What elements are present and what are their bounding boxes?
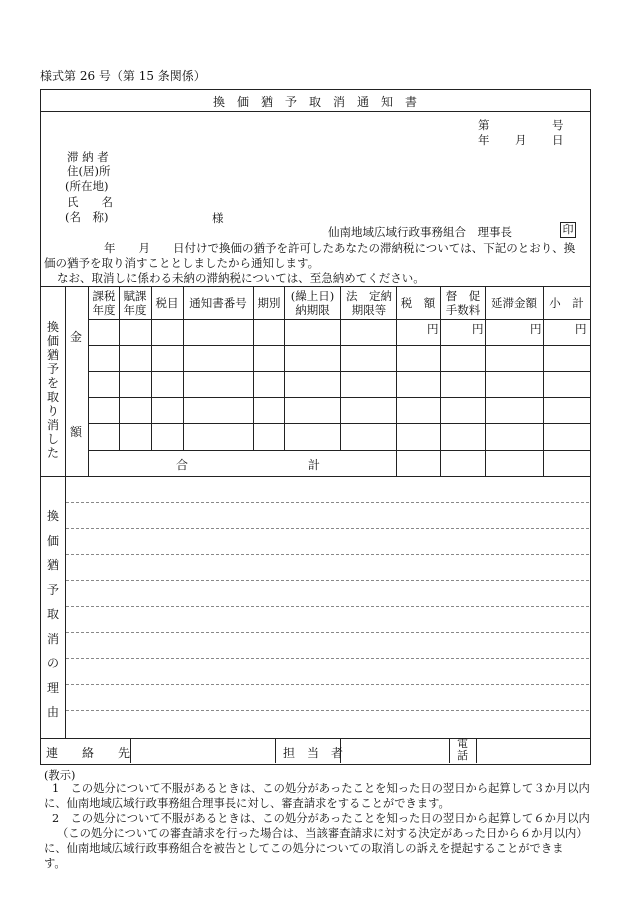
- amount-label-bottom: 額: [70, 425, 83, 439]
- reason-line: [66, 710, 589, 711]
- row-sep: [88, 397, 590, 398]
- date-year: 年: [478, 133, 490, 147]
- amount-col-divider: [88, 286, 89, 476]
- label-taxpayer: 滞 納 者: [67, 150, 109, 164]
- header-dunning-fee: 督 促手数料: [445, 289, 481, 317]
- issuer-name: 仙南地域広域行政事務組合 理事長: [328, 225, 512, 239]
- col-sep: [284, 286, 285, 450]
- reason-line: [66, 528, 589, 529]
- date-month: 月: [515, 133, 527, 147]
- reason-line: [66, 502, 589, 503]
- reason-line: [66, 580, 589, 581]
- note-1-line-1: 1 この処分について不服があるときは、この処分があったことを知った日の翌日から起算して３か月以内: [52, 782, 590, 795]
- header-tax-year: 課税年度: [92, 289, 116, 317]
- notes-heading: (教示): [44, 769, 76, 782]
- row-sep: [88, 450, 590, 451]
- footer-sep: [275, 738, 276, 763]
- yen-late-fee: 円: [530, 322, 542, 336]
- label-location: (所在地): [65, 179, 109, 193]
- row-sep: [88, 319, 590, 320]
- reason-line: [66, 554, 589, 555]
- label-title: (名 称): [65, 210, 109, 224]
- header-deferred-limit: (繰上日)納期限: [290, 289, 335, 317]
- row-sep: [88, 371, 590, 372]
- amount-label-top: 金: [70, 330, 83, 344]
- reason-label-divider: [65, 476, 66, 738]
- date-day: 日: [552, 133, 564, 147]
- note-2-line-2: （この処分についての審査請求を行った場合は、当該審査請求に対する決定があった日から６か月以内）: [57, 827, 588, 840]
- yen-subtotal: 円: [575, 322, 587, 336]
- yen-tax-amount: 円: [427, 322, 439, 336]
- header-subtotal: 小 計: [549, 296, 584, 310]
- note-2-line-1: 2 この処分について不服があるときは、この処分があったことを知った日の翌日から起算して６か月以内: [52, 812, 590, 825]
- table-bottom: [40, 476, 590, 477]
- contact-label: 連 絡 先: [46, 746, 131, 760]
- footer-sep: [449, 738, 450, 763]
- header-late-fee: 延滞金額: [491, 296, 537, 310]
- col-sep: [253, 286, 254, 450]
- col-sep: [183, 286, 184, 450]
- row-sep: [88, 423, 590, 424]
- header-period: 期別: [257, 296, 281, 310]
- form-number: 様式第 26 号（第 15 条関係）: [40, 69, 206, 83]
- honorific: 様: [212, 211, 224, 225]
- form-title: 換 価 猶 予 取 消 通 知 書: [212, 95, 417, 109]
- note-1-line-2: に、仙南地域広域行政事務組合理事長に対し、審査請求をすることができます。: [44, 797, 450, 810]
- reason-label: 換価猶予取消の理由: [46, 509, 59, 719]
- side-label-divider: [65, 286, 66, 476]
- reason-line: [66, 658, 589, 659]
- footer-sep: [130, 738, 131, 763]
- total-label: 合 計: [176, 458, 321, 472]
- phone-label: 電話: [457, 737, 468, 762]
- doc-number-suffix: 号: [552, 118, 564, 132]
- reason-line: [66, 632, 589, 633]
- note-2-line-4: す。: [44, 857, 66, 870]
- header-assess-year: 賦課年度: [123, 289, 147, 317]
- header-tax-item: 税目: [155, 296, 179, 310]
- yen-dunning-fee: 円: [472, 322, 484, 336]
- col-sep: [440, 286, 441, 476]
- col-sep: [151, 286, 152, 450]
- body-line-1: 年 月 日付けで換価の猶予を許可したあなたの滞納税については、下記のとおり、換: [104, 241, 576, 255]
- header-tax-amount: 税 額: [400, 296, 436, 310]
- table-top: [40, 286, 590, 287]
- note-2-line-3: に、仙南地域広域行政事務組合を被告としてこの処分についての取消しの訴えを提起することができま: [44, 842, 564, 855]
- label-name: 氏 名: [67, 195, 113, 209]
- person-label: 担 当 者: [283, 746, 344, 760]
- body-line-2: 価の猶予を取り消すこととしましたから通知します。: [44, 256, 320, 270]
- col-sep: [396, 286, 397, 476]
- col-sep: [543, 286, 544, 476]
- col-sep: [485, 286, 486, 476]
- reason-line: [66, 684, 589, 685]
- footer-top: [40, 738, 590, 739]
- table-side-label: 換価猶予を取り消した: [46, 320, 59, 460]
- row-sep: [88, 345, 590, 346]
- form-frame: [40, 89, 591, 765]
- footer-sep: [476, 738, 477, 763]
- header-notice-no: 通知書番号: [189, 296, 247, 310]
- body-line-3: なお、取消しに係わる未納の滞納税については、至急納めてください。: [57, 271, 425, 285]
- title-divider: [40, 111, 590, 112]
- col-sep: [119, 286, 120, 450]
- label-address: 住(居)所: [67, 164, 111, 178]
- reason-line: [66, 606, 589, 607]
- seal-mark: 印: [560, 222, 576, 238]
- doc-number-prefix: 第: [478, 118, 490, 132]
- col-sep: [340, 286, 341, 450]
- header-legal-limit: 法 定納期限等: [346, 289, 392, 317]
